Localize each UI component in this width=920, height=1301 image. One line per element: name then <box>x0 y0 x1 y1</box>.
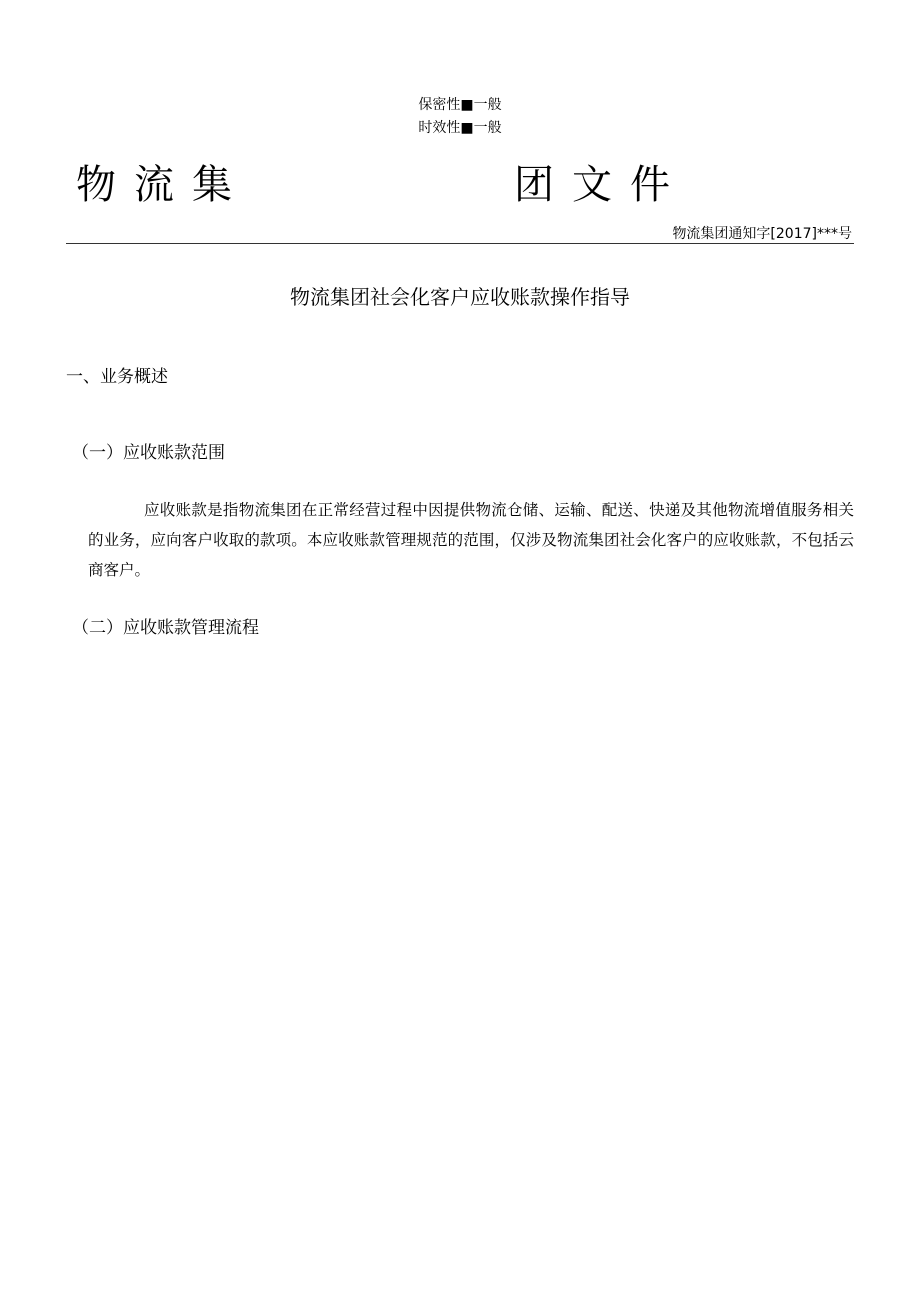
org-header-right: 团文件 <box>514 162 688 208</box>
section-heading-overview: 一、业务概述 <box>66 367 168 387</box>
org-header-left: 物流集 <box>76 162 250 208</box>
scope-paragraph: 应收账款是指物流集团在正常经营过程中因提供物流仓储、运输、配送、快递及其他物流增值服务相关的业务，应向客户收取的款项。本应收账款管理规范的范围，仅涉及物流集团社会化客户的应收账款，不包括云商客户。 <box>88 501 854 579</box>
document-title: 物流集团社会化客户应收账款操作指导 <box>290 285 630 309</box>
confidentiality-level: 保密性■一般 <box>418 97 502 113</box>
document-number: 物流集团通知字[2017]***号 <box>672 226 852 242</box>
subsection-heading-scope: （一）应收账款范围 <box>72 443 225 463</box>
header-divider <box>66 243 854 244</box>
subsection-heading-process: （二）应收账款管理流程 <box>72 618 259 638</box>
timeliness-level: 时效性■一般 <box>418 120 502 136</box>
